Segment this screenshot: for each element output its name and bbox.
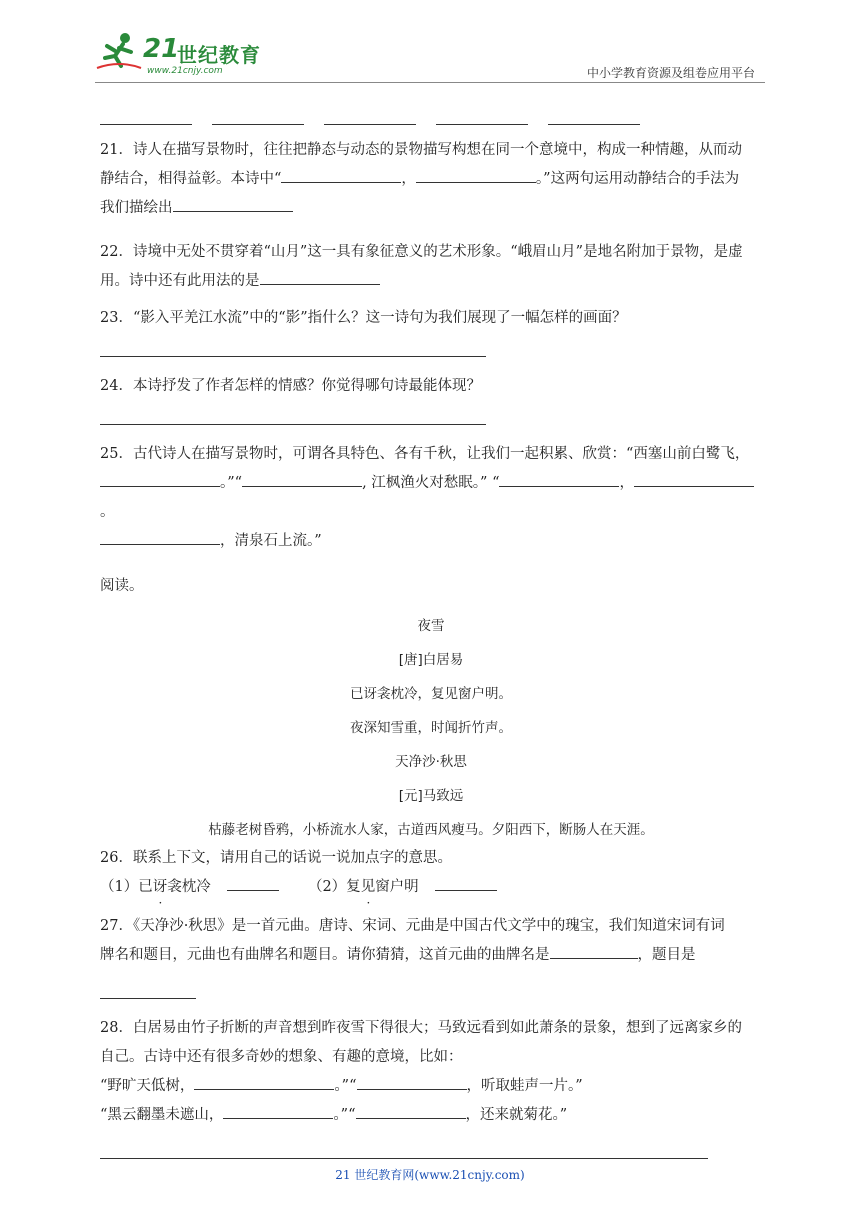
- q28-line4: “黑云翻墨未遮山， 。”“ ，还来就菊花。”: [100, 1101, 762, 1130]
- reading-label: 阅读。: [100, 578, 144, 594]
- answer-blank[interactable]: [100, 112, 192, 125]
- q28-line3: “野旷天低树， 。”“ ，听取蛙声一片。”: [100, 1072, 762, 1101]
- question-21: [100, 136, 762, 223]
- answer-blank[interactable]: [173, 197, 293, 212]
- q22-line2: 用。诗中还有此用法的是: [100, 267, 762, 296]
- answer-blank[interactable]: [260, 270, 380, 285]
- q21-line1: 21．诗人在描写景物时，往往把静态与动态的景物描写构想在同一个意境中，构成一种情趣，从而动: [100, 142, 742, 158]
- logo-text: 世纪教育: [177, 43, 261, 67]
- header-platform-text: 中小学教育资源及组卷应用平台: [586, 66, 755, 80]
- poem1-line1: 已讶衾枕冷，复见窗户明。: [350, 686, 512, 702]
- answer-blank[interactable]: [435, 876, 497, 891]
- q28-line1: 28．白居易由竹子折断的声音想到昨夜雪下得很大；马致远看到如此萧条的景象，想到了远离家乡的: [100, 1020, 742, 1036]
- q21-line2: 静结合，相得益彰。本诗中“ ， 。”这两句运用动静结合的手法为: [100, 165, 762, 194]
- answer-blanks-row: [100, 110, 660, 129]
- poem2-line1: 枯藤老树昏鸦，小桥流水人家，古道西风瘦马。夕阳西下，断肠人在天涯。: [208, 822, 654, 838]
- q26-items: （1）已讶衾枕冷 （2）复见窗户明: [100, 873, 762, 902]
- q27-line1: 27．《天净沙·秋思》是一首元曲。唐诗、宋词、元曲是中国古代文学中的瑰宝，我们知道宋词有词: [100, 918, 725, 934]
- question-26: [100, 844, 762, 902]
- answer-blank[interactable]: [100, 530, 220, 545]
- question-23: 23．“影入平羌江水流”中的“影”指什么？这一诗句为我们展现了一幅怎样的画面？: [100, 310, 627, 326]
- answer-blank[interactable]: [281, 168, 401, 183]
- question-25: [100, 440, 762, 556]
- q25-line3: ，清泉石上流。”: [100, 527, 762, 556]
- answer-blank[interactable]: [550, 944, 638, 959]
- footer-divider: [100, 1158, 708, 1159]
- poem1-line2: 夜深知雪重，时闻折竹声。: [350, 720, 512, 736]
- answer-blank[interactable]: [324, 112, 416, 125]
- answer-blank[interactable]: [499, 472, 619, 487]
- poem2-author: [元]马致远: [398, 788, 464, 804]
- answer-line[interactable]: [100, 998, 196, 999]
- answer-line[interactable]: [100, 424, 486, 425]
- q27-line2: 牌名和题目，元曲也有曲牌名和题目。请你猜猜，这首元曲的曲牌名是 ，题目是: [100, 941, 762, 970]
- answer-line[interactable]: [100, 356, 486, 357]
- logo-number: 21: [143, 34, 180, 64]
- answer-blank[interactable]: [212, 112, 304, 125]
- answer-blank[interactable]: [223, 1104, 333, 1119]
- answer-blank[interactable]: [416, 168, 536, 183]
- logo-url: www.21cnjy.com: [147, 66, 223, 76]
- answer-blank[interactable]: [194, 1075, 334, 1090]
- question-28: [100, 1014, 762, 1130]
- answer-blank[interactable]: [436, 112, 528, 125]
- footer-link[interactable]: 21 世纪教育网(www.21cnjy.com): [335, 1168, 525, 1182]
- answer-blank[interactable]: [548, 112, 640, 125]
- question-27: [100, 912, 762, 970]
- answer-blank[interactable]: [634, 472, 754, 487]
- poem2-title: 天净沙·秋思: [395, 754, 467, 770]
- q28-line2: 自己。古诗中还有很多奇妙的想象、有趣的意境，比如：: [100, 1049, 463, 1065]
- q21-line3: 我们描绘出: [100, 194, 762, 223]
- answer-blank[interactable]: [242, 472, 362, 487]
- q25-line1: 25．古代诗人在描写景物时，可谓各具特色、各有千秋，让我们一起积累、欣赏：“西塞山前白鹭飞，: [100, 446, 750, 462]
- answer-blank[interactable]: [100, 472, 220, 487]
- answer-blank[interactable]: [356, 1104, 466, 1119]
- answer-blank[interactable]: [227, 876, 279, 891]
- q22-line1: 22．诗境中无处不贯穿着“山月”这一具有象征意义的艺术形象。“峨眉山月”是地名附加于景物，是虚: [100, 244, 743, 260]
- question-24: 24．本诗抒发了作者怎样的情感？你觉得哪句诗最能体现？: [100, 378, 481, 394]
- q25-line2: 。”“ , 江枫渔火对愁眠。” “ ，。: [100, 469, 762, 527]
- poem1-author: [唐]白居易: [398, 652, 464, 668]
- answer-blank[interactable]: [357, 1075, 467, 1090]
- poem1-title: 夜雪: [417, 618, 445, 634]
- runner-icon: [95, 32, 143, 72]
- question-22: [100, 238, 762, 296]
- header-divider: [95, 82, 765, 83]
- page-header: [95, 30, 765, 80]
- q26-line1: 26．联系上下文，请用自己的话说一说加点字的意思。: [100, 850, 452, 866]
- site-logo: [95, 30, 275, 78]
